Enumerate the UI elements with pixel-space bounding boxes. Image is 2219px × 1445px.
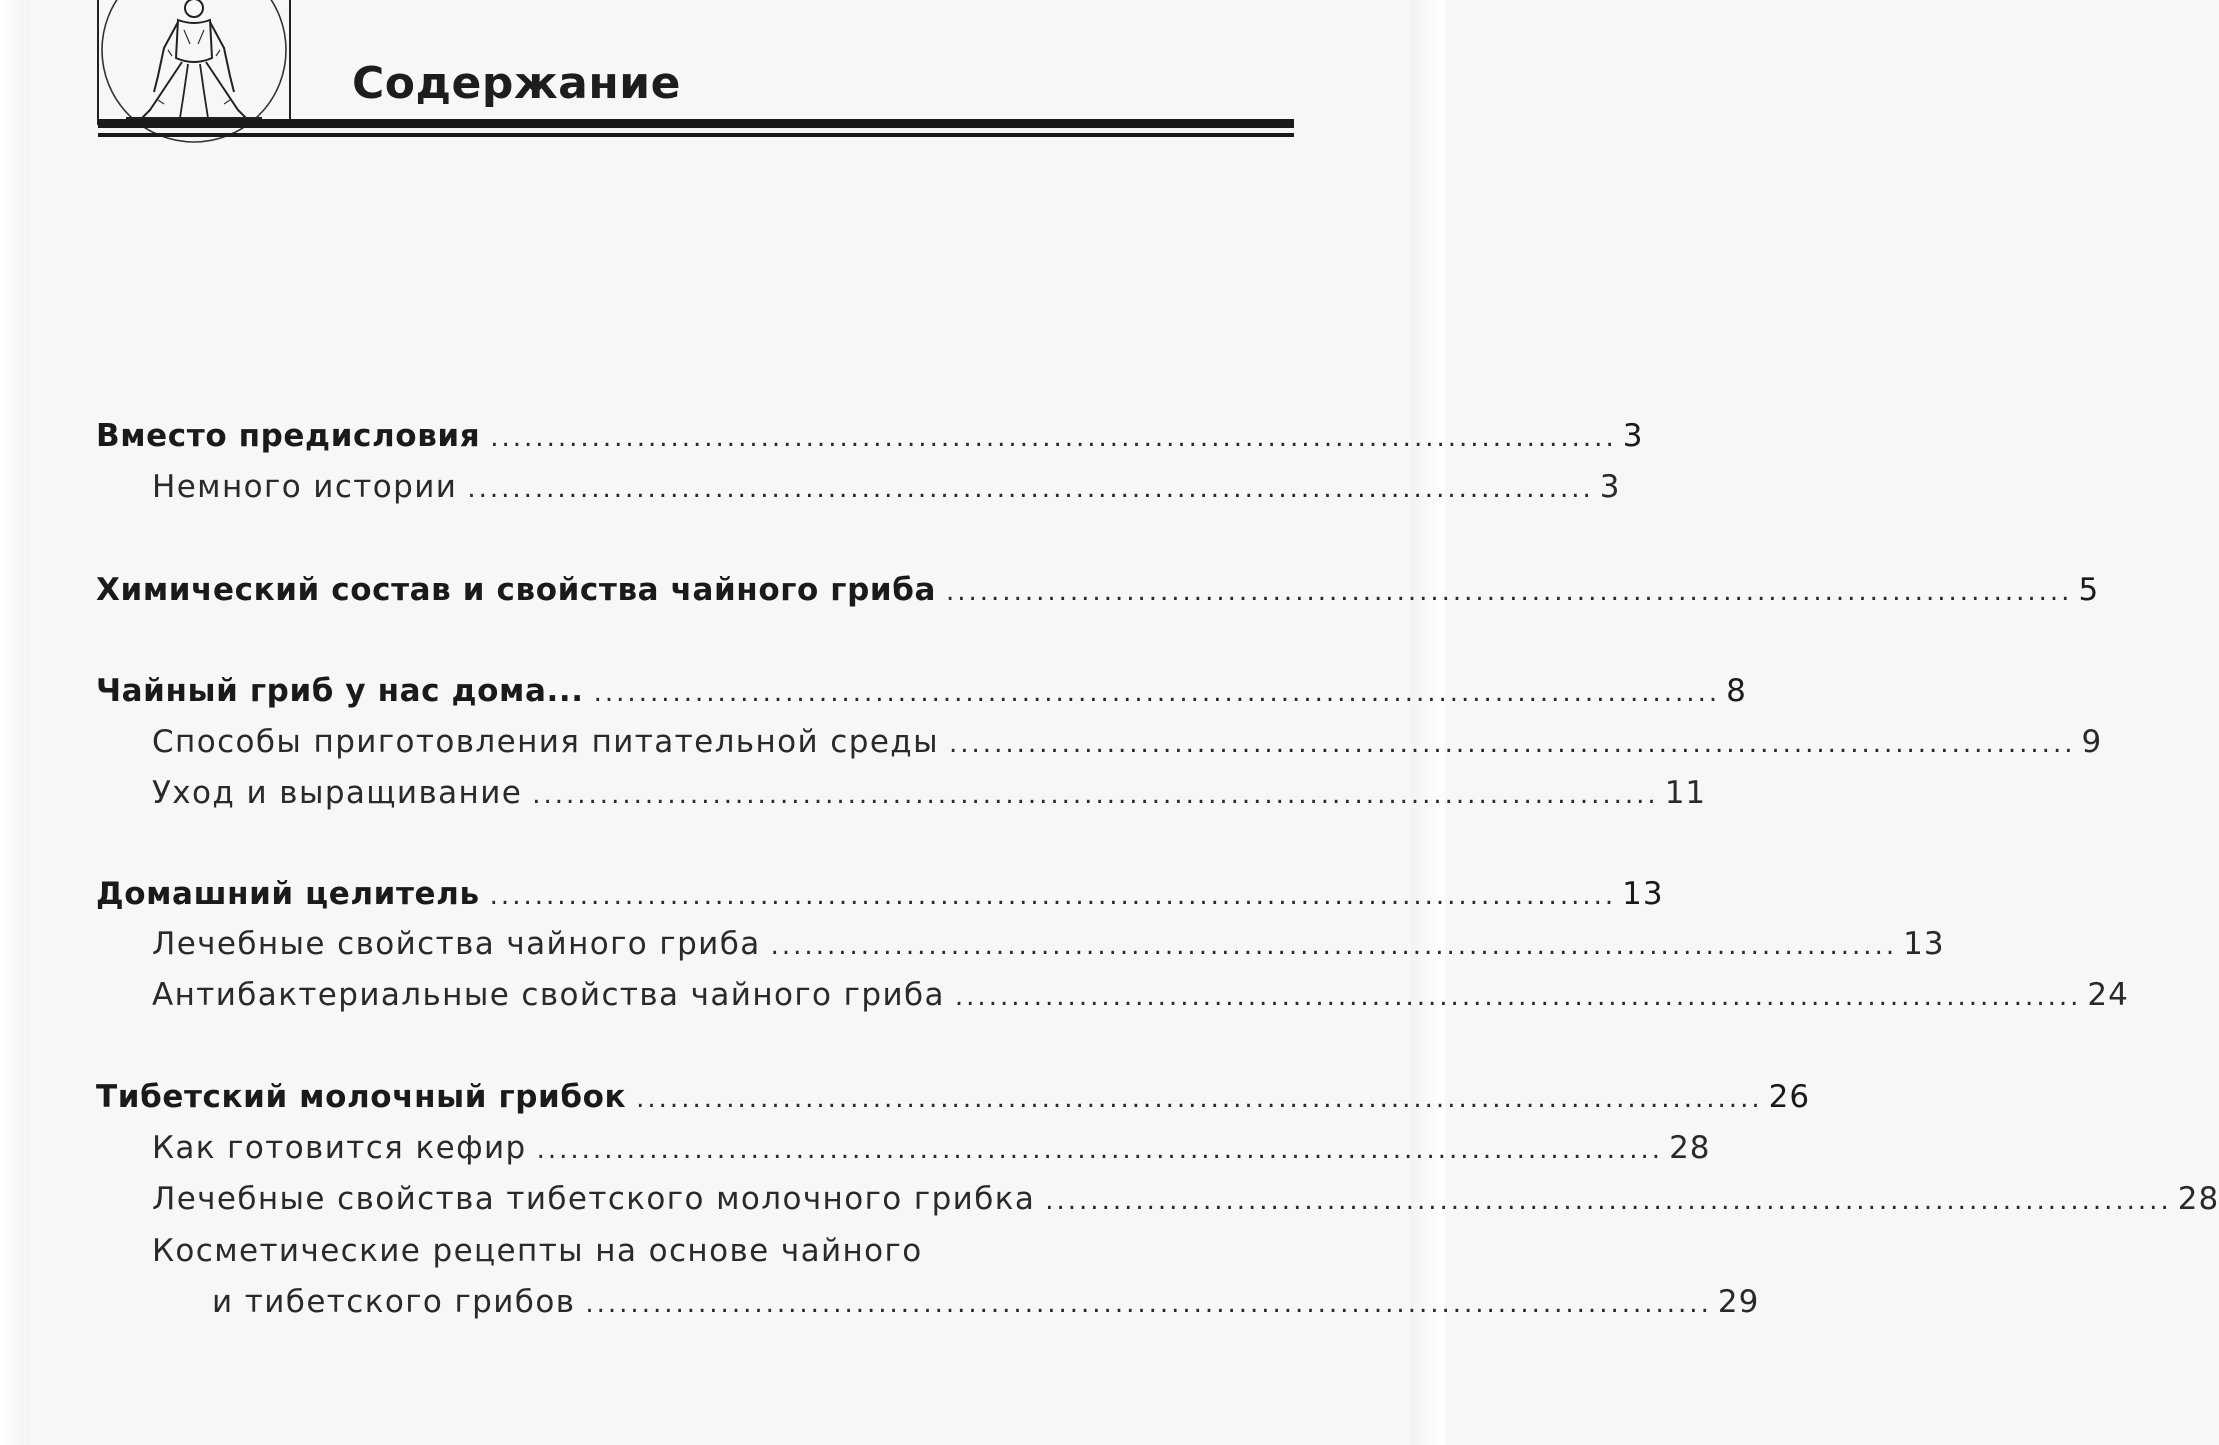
toc-entry-title: Вместо предисловия [96, 418, 481, 454]
toc-entry[interactable] [152, 724, 2103, 770]
toc-entry-page: 26 [1768, 1079, 1811, 1115]
toc-entry-title: Способы приготовления питательной среды [152, 724, 940, 760]
toc-entry[interactable] [96, 876, 1664, 922]
toc-leader: .................................................................................................... [949, 729, 2076, 759]
toc-entry[interactable] [96, 673, 1747, 719]
toc-entry-page: 3 [1622, 418, 1644, 454]
toc-leader: .................................................................................................... [770, 931, 1898, 961]
toc-leader: .................................................................................................... [536, 1135, 1664, 1165]
toc-entry[interactable] [152, 1181, 2219, 1227]
toc-entry-page: 13 [1903, 926, 1945, 962]
toc-entry-page: 24 [2087, 977, 2129, 1013]
toc-entry[interactable] [152, 469, 1621, 515]
toc-entry-page: 8 [1726, 673, 1747, 709]
toc-entry-page: 5 [2078, 572, 2100, 608]
toc-entry-title: Химический состав и свойства чайного гриба [96, 572, 936, 608]
toc-leader: .................................................................................................... [593, 678, 1721, 708]
toc-entry[interactable] [96, 572, 2100, 618]
toc-entry[interactable] [152, 775, 1707, 821]
toc-entry[interactable] [212, 1284, 1760, 1330]
toc-leader: .................................................................................................... [532, 780, 1659, 810]
toc-entry-title: Антибактериальные свойства чайного гриба [152, 977, 945, 1013]
toc-entry[interactable] [96, 1079, 1811, 1125]
toc-leader: .................................................................................................... [636, 1084, 1763, 1114]
toc-entry[interactable] [152, 977, 2129, 1023]
toc-leader: .................................................................................................... [489, 881, 1617, 911]
toc-entry[interactable] [152, 926, 1945, 972]
toc-entry-title: Чайный гриб у нас дома... [96, 673, 584, 709]
toc-entry-title: Лечебные свойства тибетского молочного грибка [152, 1181, 1036, 1217]
toc-leader: .................................................................................................... [954, 982, 2082, 1012]
toc-entry-page: 28 [2177, 1181, 2219, 1217]
toc-entry-title: Как готовится кефир [152, 1130, 527, 1166]
toc-entry-title: и тибетского грибов [212, 1284, 576, 1320]
toc-entry-title: Домашний целитель [96, 876, 480, 912]
toc-entry[interactable] [96, 418, 1644, 464]
page-title: Содержание [352, 58, 681, 109]
toc-entry-title: Тибетский молочный грибок [96, 1079, 627, 1115]
toc-entry-page: 13 [1622, 876, 1664, 912]
toc-leader: .................................................................................................... [490, 423, 1617, 453]
toc-leader: .................................................................................................... [467, 474, 1594, 504]
toc-entry-page: 28 [1669, 1130, 1711, 1166]
toc-leader: .................................................................................................... [1045, 1186, 2172, 1216]
toc-leader: .................................................................................................... [945, 577, 2073, 607]
toc-entry-page: 9 [2081, 724, 2103, 760]
toc-leader: .................................................................................................... [585, 1289, 1712, 1319]
toc-entry-page: 3 [1599, 469, 1621, 505]
toc-entry-page: 11 [1664, 775, 1707, 811]
toc-entry[interactable] [152, 1130, 1711, 1176]
toc-entry-page: 29 [1717, 1284, 1760, 1320]
toc-entry-title: Немного истории [152, 469, 458, 505]
toc-entry-title: Лечебные свойства чайного гриба [152, 926, 761, 962]
toc-entry-title: Уход и выращивание [152, 775, 523, 811]
toc-entry-title-line1[interactable]: Косметические рецепты на основе чайного [152, 1233, 923, 1269]
